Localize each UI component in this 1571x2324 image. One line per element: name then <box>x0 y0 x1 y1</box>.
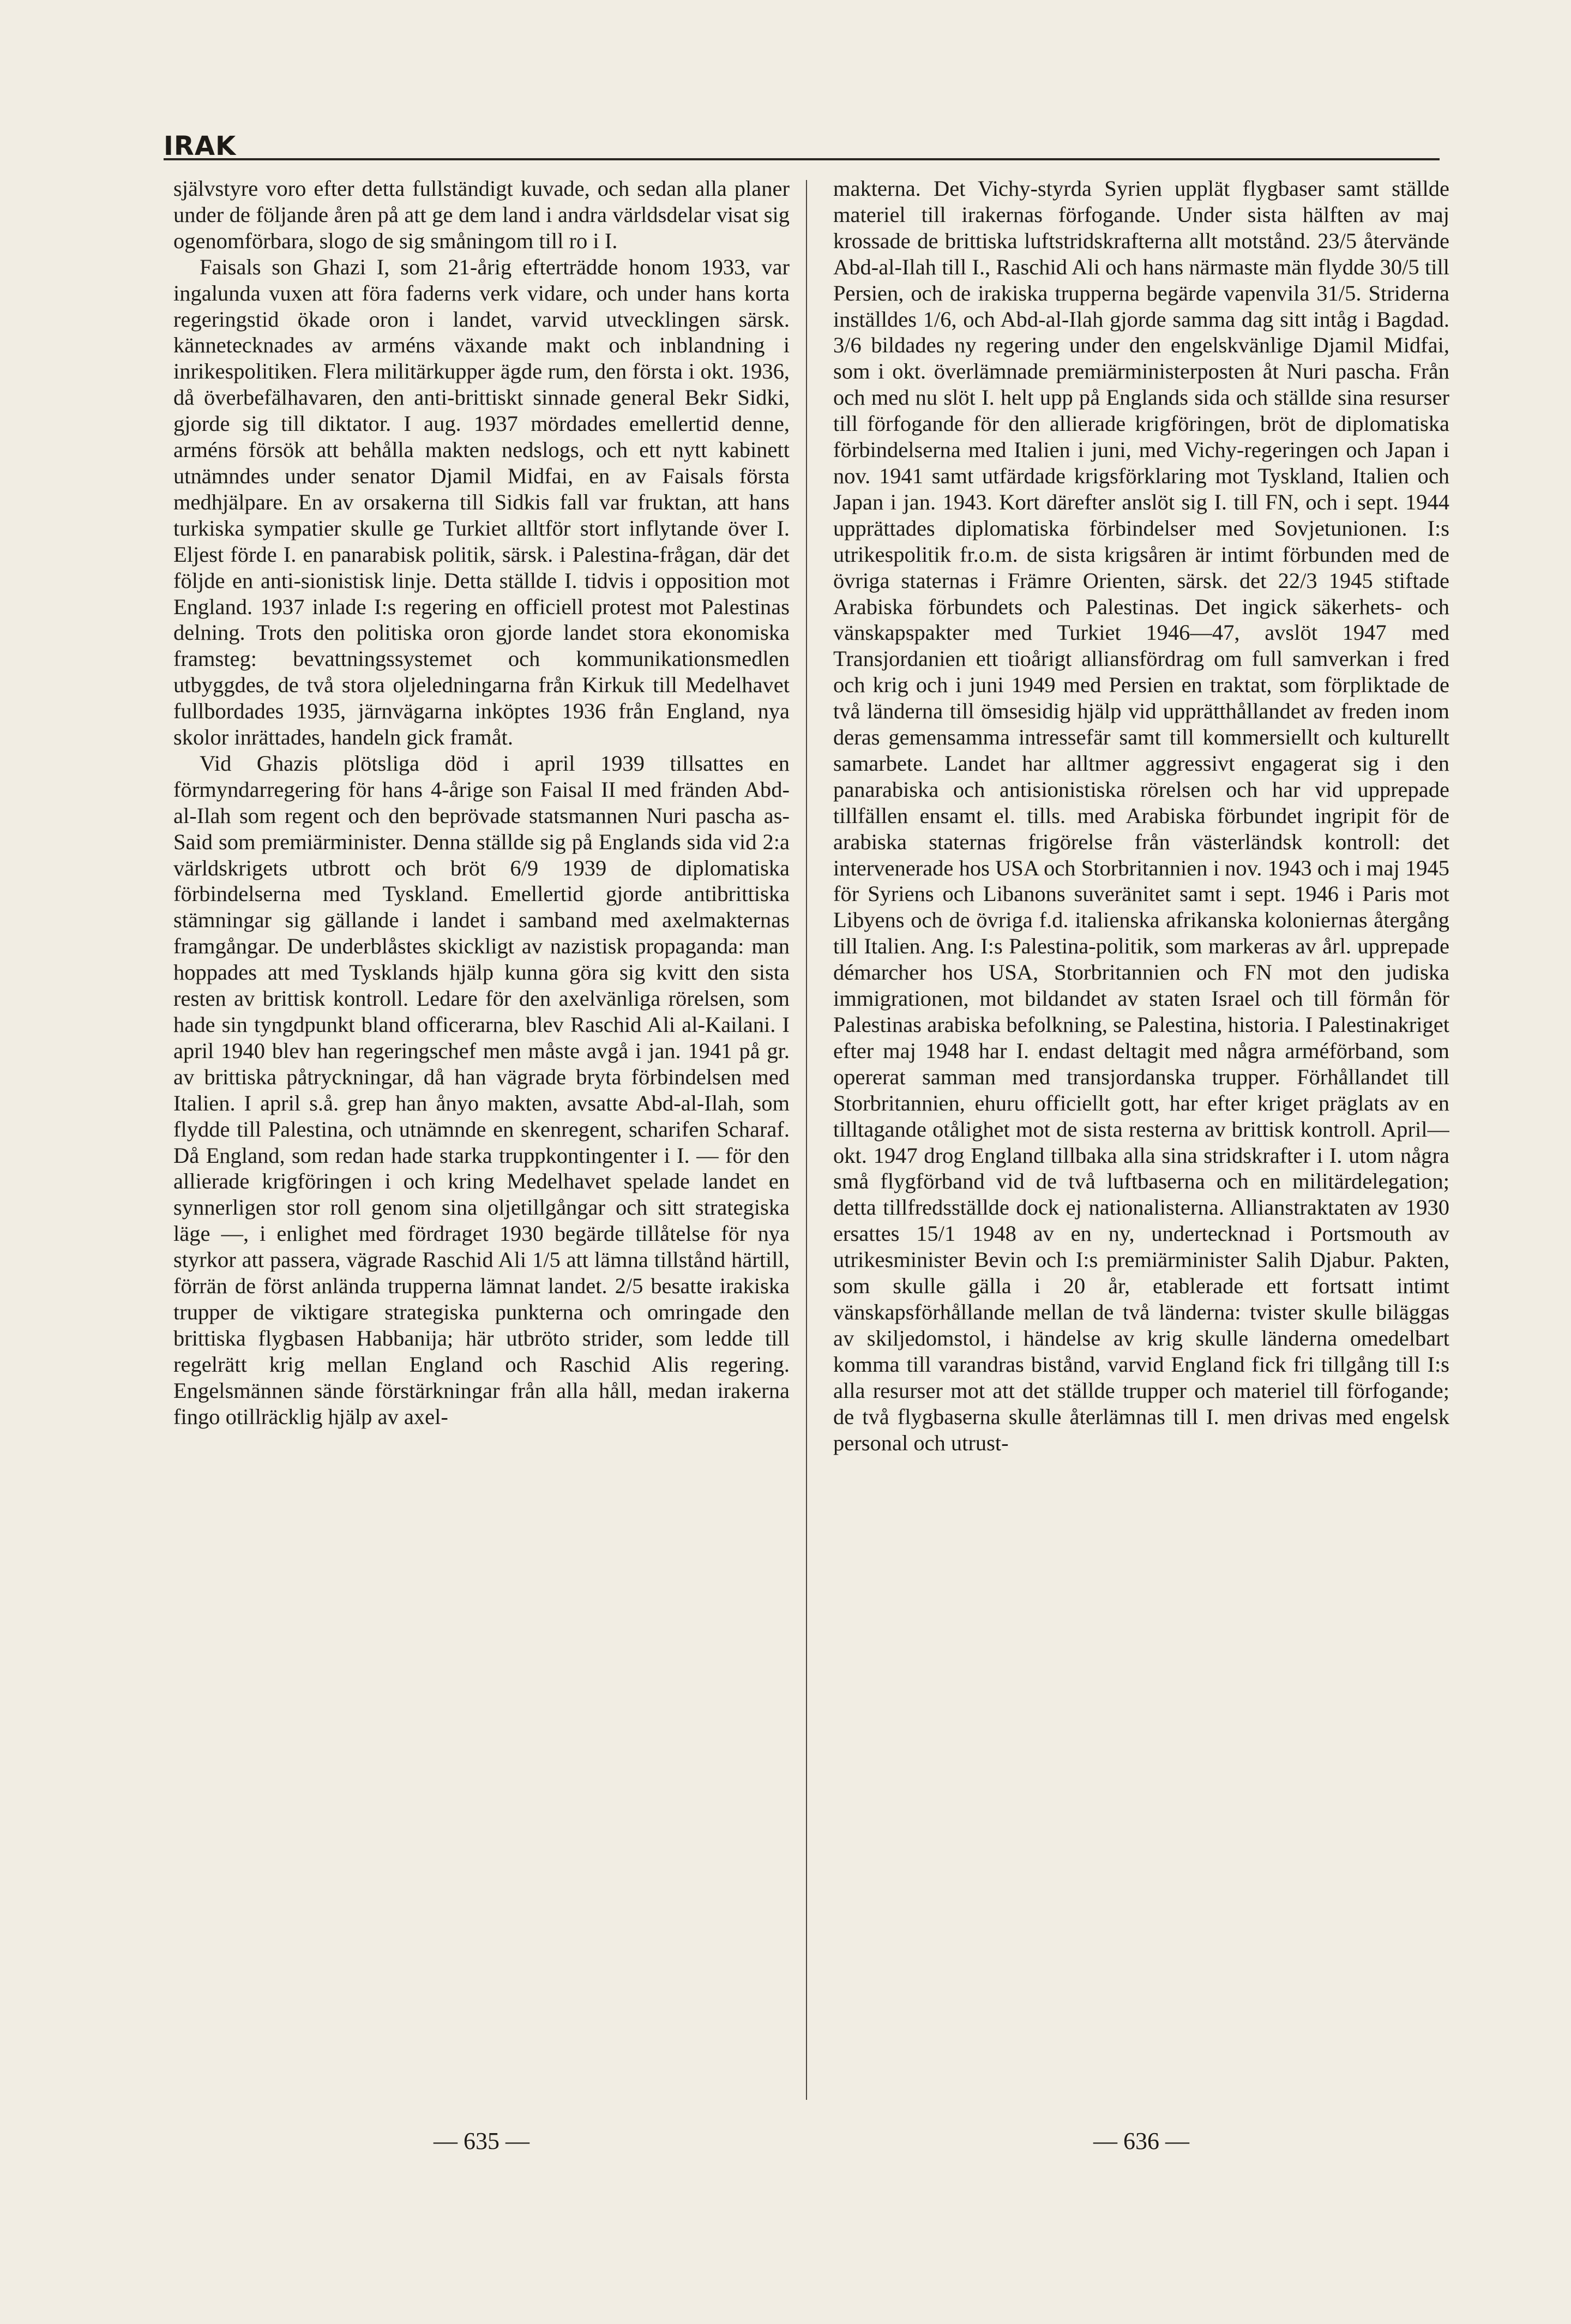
paragraph: Faisals son Ghazi I, som 21-årig efterträdde honom 1933, var ingalunda vuxen att föra faderns verk vidare, och under hans korta regeringstid ökade oron i landet, varvid utvecklingen särsk. kännetecknades av arméns växande makt och inblandning i inrikespolitiken. Flera militärkupper ägde rum, den första i okt. 1936, då överbefälhavaren, den anti-brittiskt sinnade general Bekr Sidki, gjorde sig till diktator. I aug. 1937 mördades emellertid denne, arméns försök att behålla makten nedslogs, och ett nytt kabinett utnämndes under senator Djamil Midfai, en av Faisals första medhjälpare. En av orsakerna till Sidkis fall var fruktan, att hans turkiska sympatier skulle ge Turkiet alltför stort inflytande över I. Eljest förde I. en panarabisk politik, särsk. i Palestina-frågan, där det följde en anti-sionistisk linje. Detta ställde I. tidvis i opposition mot England. 1937 inlade I:s regering en officiell protest mot Palestinas delning. Trots den politiska oron gjorde landet stora ekonomiska framsteg: bevattningssystemet och kommunikationsmedlen utbyggdes, de två stora oljeledningarna från Kirkuk till Medelhavet fullbordades 1935, järnvägarna inköptes 1936 från England, nya skolor inrättades, handeln gick framåt. <box>173 254 790 750</box>
left-column <box>173 176 790 2112</box>
right-column <box>833 176 1449 2112</box>
paragraph: makterna. Det Vichy-styrda Syrien upplät flygbaser samt ställde materiel till irakernas förfogande. Under sista hälften av maj krossade de brittiska luftstridskrafterna allt motstånd. 23/5 återvände Abd-al-Ilah till I., Raschid Ali och hans närmaste män flydde 30/5 till Persien, och de irakiska trupperna begärde vapenvila 31/5. Striderna inställdes 1/6, och Abd-al-Ilah gjorde samma dag sitt intåg i Bagdad. 3/6 bildades ny regering under den engelskvänlige Djamil Midfai, som i okt. överlämnade premiärministerposten åt Nuri pascha. Från och med nu slöt I. helt upp på Englands sida och ställde sina resurser till förfogande för den allierade krigföringen, bröt de diplomatiska förbindelserna med Italien i juni, med Vichy-regeringen och Japan i nov. 1941 samt utfärdade krigsförklaring mot Tyskland, Italien och Japan i jan. 1943. Kort därefter anslöt sig I. till FN, och i sept. 1944 upprättades diplomatiska förbindelser med Sovjetunionen. I:s utrikespolitik fr.o.m. de sista krigsåren är intimt förbunden med de övriga staternas i Främre Orienten, särsk. det 22/3 1945 stiftade Arabiska förbundets och Palestinas. Det ingick säkerhets- och vänskapspakter med Turkiet 1946—47, avslöt 1947 med Transjordanien ett tioårigt alliansfördrag om full samverkan i fred och krig och i juni 1949 med Persien en traktat, som förpliktade de två länderna till ömsesidig hjälp vid upprätthållandet av freden inom deras gemensamma intressefär samt till kommersiellt och kulturellt samarbete. Landet har alltmer aggressivt engagerat sig i den panarabiska och antisionistiska rörelsen och har vid upprepade tillfällen ensamt el. tills. med Arabiska förbundet ingripit för de arabiska staternas frigörelse från västerländsk kontroll: det intervenerade hos USA och Storbritannien i nov. 1943 och i maj 1945 för Syriens och Libanons suveränitet samt i sept. 1946 i Paris mot Libyens och de övriga f.d. italienska afrikanska koloniernas återgång till Italien. Ang. I:s Palestina-politik, som markeras av årl. upprepade démarcher hos USA, Storbritannien och FN mot den judiska immigrationen, mot bildandet av staten Israel och till förmån för Palestinas arabiska befolkning, se Palestina, historia. I Palestinakriget efter maj 1948 har I. endast deltagit med några arméförband, som opererat samman med transjordanska trupper. Förhållandet till Storbritannien, ehuru officiellt gott, har efter kriget präglats av en tilltagande otålighet mot de sista resterna av brittisk kontroll. April—okt. 1947 drog England tillbaka alla sina stridskrafter i I. utom några små flygförband vid de två luftbaserna och en militärdelegation; detta tillfredsställde dock ej nationalisterna. Allianstraktaten av 1930 ersattes 15/1 1948 av en ny, undertecknad i Portsmouth av utrikesminister Bevin och I:s premiärminister Salih Djabur. Pakten, som skulle gälla i 20 år, etablerade ett fortsatt intimt vänskapsförhållande mellan de två länderna: tvister skulle biläggas av skiljedomstol, i händelse av krig skulle länderna omedelbart komma till varandras bistånd, varvid England fick fri tillgång till I:s alla resurser mot att det ställde trupper och materiel till förfogande; de två flygbaserna skulle återlämnas till I. men drivas med engelsk personal och utrust- <box>833 176 1449 1455</box>
running-header: IRAK <box>164 131 237 161</box>
paragraph: Vid Ghazis plötsliga död i april 1939 tillsattes en förmyndarregering för hans 4-årige son Faisal II med fränden Abd-al-Ilah som regent och den beprövade statsmannen Nuri pascha as-Said som premiärminister. Denna ställde sig på Englands sida vid 2:a världskrigets utbrott och bröt 6/9 1939 de diplomatiska förbindelserna med Tyskland. Emellertid gjorde antibrittiska stämningar sig gällande i landet i samband med axelmakternas framgångar. De underblåstes skickligt av nazistisk propaganda: man hoppades att med Tysklands hjälp kunna göra sig kvitt den sista resten av brittisk kontroll. Ledare för den axelvänliga rörelsen, som hade sin tyngdpunkt bland officerarna, blev Raschid Ali al-Kailani. I april 1940 blev han regeringschef men måste avgå i jan. 1941 på gr. av brittiska påtryckningar, då han vägrade bryta förbindelsen med Italien. I april s.å. grep han ånyo makten, avsatte Abd-al-Ilah, som flydde till Palestina, och utnämnde en skenregent, scharifen Scharaf. Då England, som redan hade starka truppkontingenter i I. — för den allierade krigföringen i och kring Medelhavet spelade landet en synnerligen stor roll genom sina oljetillgångar och sitt strategiska läge —, i enlighet med fördraget 1930 begärde tillåtelse för nya styrkor att passera, vägrade Raschid Ali 1/5 att lämna tillstånd härtill, förrän de först anlända trupperna lämnat landet. 2/5 besatte irakiska trupper de viktigare strategiska punkterna och omringade den brittiska flygbasen Habbanija; här utbröto strider, som ledde till regelrätt krig mellan England och Raschid Alis regering. Engelsmännen sände förstärkningar från alla håll, medan irakerna fingo otillräcklig hjälp av axel- <box>173 750 790 1429</box>
header-rule <box>164 158 1440 160</box>
page-number-left: — 635 — <box>434 2128 529 2154</box>
column-divider <box>806 180 807 2100</box>
page-number-right: — 636 — <box>1093 2128 1189 2154</box>
paragraph: självstyre voro efter detta fullständigt kuvade, och sedan alla planer under de följande åren på att ge dem land i andra världsdelar visat sig ogenomförbara, slogo de sig småningom till ro i I. <box>173 176 790 253</box>
